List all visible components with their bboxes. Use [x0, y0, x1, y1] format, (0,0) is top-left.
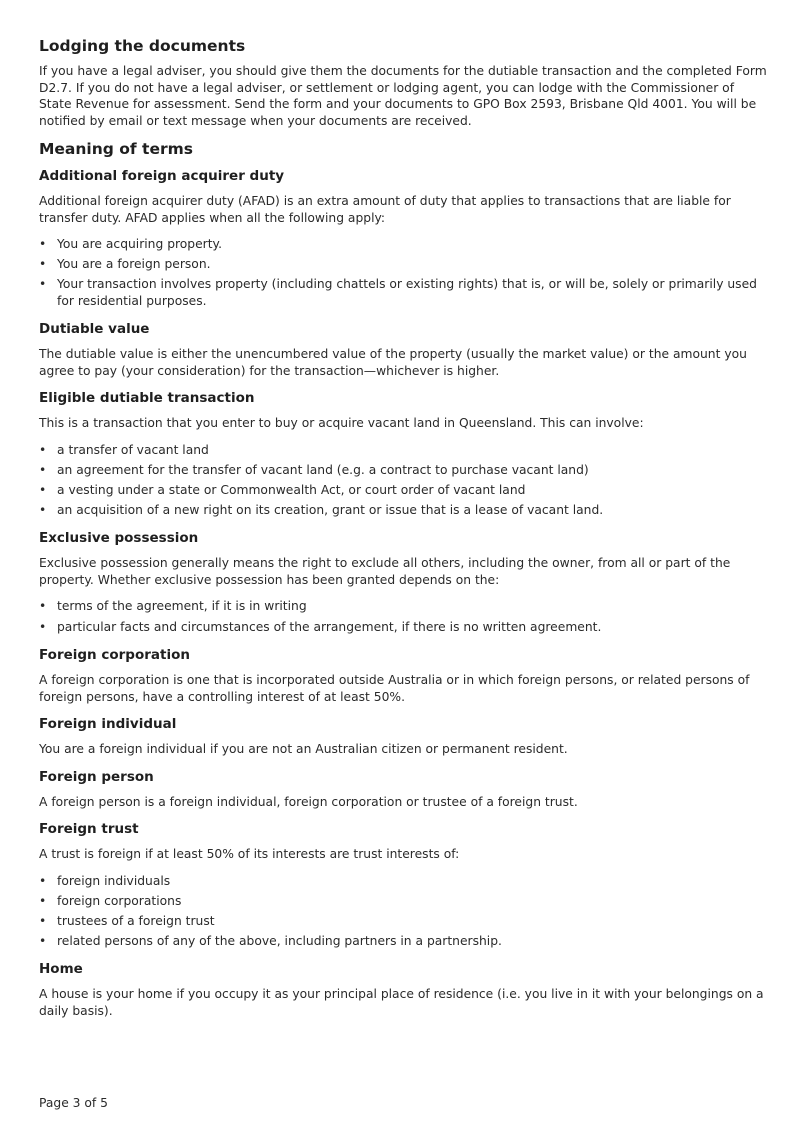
list-item-text: a transfer of vacant land: [57, 442, 209, 457]
section-lodging: [39, 36, 769, 129]
term-foreign-corporation: [39, 646, 769, 705]
paragraph-foreign-corporation: A foreign corporation is one that is incorporated outside Australia or in which foreign persons, or related persons of foreign persons, have a controlling interest of at least 50%.: [39, 673, 750, 704]
list-item: [39, 276, 769, 309]
paragraph-afad: Additional foreign acquirer duty (AFAD) is an extra amount of duty that applies to transactions that are liable for transfer duty. AFAD applies when all the following apply:: [39, 194, 731, 225]
term-dutiable-value: [39, 320, 769, 379]
list-item-text: related persons of any of the above, including partners in a partnership.: [57, 933, 502, 948]
list-item: [39, 893, 769, 910]
heading-foreign-corporation: Foreign corporation: [39, 647, 190, 664]
list-item-text: foreign individuals: [57, 873, 171, 888]
page-number: Page 3 of 5: [39, 1096, 108, 1110]
bullet-icon: •: [39, 913, 47, 928]
list-item: [39, 462, 769, 479]
list-item: [39, 442, 769, 459]
bullet-icon: •: [39, 482, 47, 497]
list-item: [39, 236, 769, 253]
heading-lodging: Lodging the documents: [39, 37, 246, 55]
list-eligible-dutiable-transaction: [39, 442, 769, 519]
term-foreign-individual: [39, 715, 769, 758]
heading-foreign-person: Foreign person: [39, 768, 154, 785]
bullet-icon: •: [39, 873, 47, 888]
heading-dutiable-value: Dutiable value: [39, 321, 150, 338]
term-eligible-dutiable-transaction: [39, 389, 769, 518]
paragraph-foreign-trust: A trust is foreign if at least 50% of its interests are trust interests of:: [39, 847, 460, 862]
bullet-icon: •: [39, 237, 47, 251]
document-page: [39, 36, 769, 1029]
bullet-icon: •: [39, 277, 47, 292]
bullet-icon: •: [39, 442, 47, 457]
list-item-text: Your transaction involves property (including chattels or existing rights) that is, or will be, solely or primarily used for residential purposes.: [57, 277, 757, 308]
bullet-icon: •: [39, 599, 47, 614]
list-item-text: You are a foreign person.: [57, 257, 211, 272]
list-item: [39, 598, 769, 615]
list-item: [39, 482, 769, 499]
paragraph-eligible-dutiable-transaction: This is a transaction that you enter to buy or acquire vacant land in Queensland. This can involve:: [39, 416, 644, 431]
paragraph-exclusive-possession: Exclusive possession generally means the right to exclude all others, including the owner, from all or part of the property. Whether exclusive possession has been granted depends on the:: [39, 556, 731, 587]
heading-afad: Additional foreign acquirer duty: [39, 168, 285, 184]
heading-foreign-individual: Foreign individual: [39, 716, 177, 733]
bullet-icon: •: [39, 619, 47, 634]
list-foreign-trust: [39, 873, 769, 950]
list-item: [39, 256, 769, 273]
list-item-text: terms of the agreement, if it is in writing: [57, 599, 307, 614]
list-item-text: trustees of a foreign trust: [57, 913, 215, 928]
bullet-icon: •: [39, 257, 47, 272]
list-item-text: an agreement for the transfer of vacant land (e.g. a contract to purchase vacant land): [57, 462, 589, 477]
term-foreign-trust: [39, 820, 769, 949]
bullet-icon: •: [39, 502, 47, 517]
list-item-text: a vesting under a state or Commonwealth Act, or court order of vacant land: [57, 482, 526, 497]
list-exclusive-possession: [39, 598, 769, 635]
paragraph-foreign-individual: You are a foreign individual if you are not an Australian citizen or permanent resident.: [39, 742, 568, 757]
list-item: [39, 933, 769, 950]
list-item-text: an acquisition of a new right on its creation, grant or issue that is a lease of vacant land.: [57, 502, 604, 517]
heading-foreign-trust: Foreign trust: [39, 821, 139, 838]
term-home: [39, 960, 769, 1019]
heading-meaning-of-terms: Meaning of terms: [39, 140, 194, 158]
paragraph-home: A house is your home if you occupy it as your principal place of residence (i.e. you live in it with your belongings on a daily basis).: [39, 987, 764, 1018]
paragraph-lodging: If you have a legal adviser, you should give them the documents for the dutiable transaction and the completed Form D2.7. If you do not have a legal adviser, or settlement or lodging agent, you can lodge with the Commissioner of State Revenue for assessment. Send the form and your documents to GPO Box 2593, Brisbane Qld 4001. You will be notified by email or text message when your documents are received.: [39, 64, 767, 128]
bullet-icon: •: [39, 893, 47, 908]
list-item: [39, 913, 769, 930]
term-foreign-person: [39, 768, 769, 811]
list-item: [39, 873, 769, 890]
list-item-text: foreign corporations: [57, 893, 182, 908]
section-meaning-of-terms: [39, 139, 769, 1019]
paragraph-foreign-person: A foreign person is a foreign individual, foreign corporation or trustee of a foreign trust.: [39, 794, 578, 809]
heading-eligible-dutiable-transaction: Eligible dutiable transaction: [39, 390, 255, 407]
heading-exclusive-possession: Exclusive possession: [39, 530, 199, 547]
paragraph-dutiable-value: The dutiable value is either the unencumbered value of the property (usually the market value) or the amount you agree to pay (your consideration) for the transaction—whichever is higher.: [39, 347, 747, 378]
term-exclusive-possession: [39, 529, 769, 635]
list-item: [39, 502, 769, 519]
list-item: [39, 619, 769, 636]
list-item-text: particular facts and circumstances of the arrangement, if there is no written agreement.: [57, 619, 602, 634]
list-item-text: You are acquiring property.: [57, 237, 222, 251]
heading-home: Home: [39, 961, 83, 978]
bullet-icon: •: [39, 933, 47, 948]
list-afad: [39, 236, 769, 309]
bullet-icon: •: [39, 462, 47, 477]
term-afad: [39, 167, 769, 309]
